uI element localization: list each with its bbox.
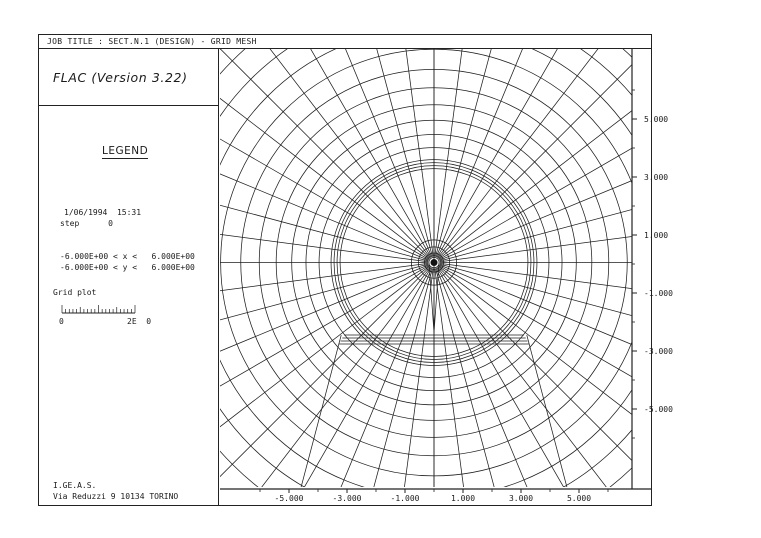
scale-left-label: 0: [59, 317, 64, 326]
scale-right-label: 2E 0: [127, 317, 152, 326]
y-tick-label: 3.000: [644, 173, 669, 182]
legend-plot-type: Grid plot: [53, 288, 97, 297]
mesh-radial-line: [440, 184, 761, 262]
invert-side-right: [527, 335, 568, 489]
program-name: FLAC (Version 3.22): [53, 70, 188, 85]
y-tick-label: -5.000: [644, 405, 673, 414]
x-tick-label: 3.000: [508, 494, 534, 503]
org-address: Via Reduzzi 9 10134 TORINO: [53, 492, 179, 501]
y-tick-label: -3.000: [644, 347, 673, 356]
x-tick-label: 5.000: [566, 494, 592, 503]
mesh-center-point: [431, 259, 438, 266]
legend-y-range: -6.000E+00 < y < 6.000E+00: [60, 263, 195, 272]
x-tick-label: -5.000: [274, 494, 304, 503]
x-tick-label: 1.000: [450, 494, 476, 503]
legend-datetime: 1/06/1994 15:31: [64, 208, 142, 217]
x-tick-label: -1.000: [390, 494, 420, 503]
program-box: [39, 49, 218, 106]
mesh-radial-line: [439, 266, 761, 538]
y-tick-label: 1.000: [644, 231, 669, 240]
mesh-radial-line: [438, 267, 761, 538]
scale-bar: [61, 303, 139, 315]
org-name: I.GE.A.S.: [53, 481, 97, 490]
mesh-radial-line: [440, 263, 761, 341]
job-title: JOB TITLE : SECT.N.1 (DESIGN) - GRID MESH: [39, 35, 651, 49]
y-tick-label: 5.000: [644, 115, 669, 124]
plot-sheet: [38, 34, 673, 506]
mesh-radial-line: [440, 107, 761, 261]
legend-heading: LEGEND: [102, 145, 149, 157]
invert-side-left: [301, 335, 342, 489]
legend-panel: [39, 49, 219, 505]
y-tick-label: -1.000: [644, 289, 673, 298]
mesh-radial-line: [438, 267, 761, 538]
legend-step: step 0: [60, 219, 113, 228]
x-tick-label: -3.000: [332, 494, 362, 503]
grid-mesh-plot: [220, 49, 673, 505]
legend-x-range: -6.000E+00 < x < 6.000E+00: [60, 252, 195, 261]
